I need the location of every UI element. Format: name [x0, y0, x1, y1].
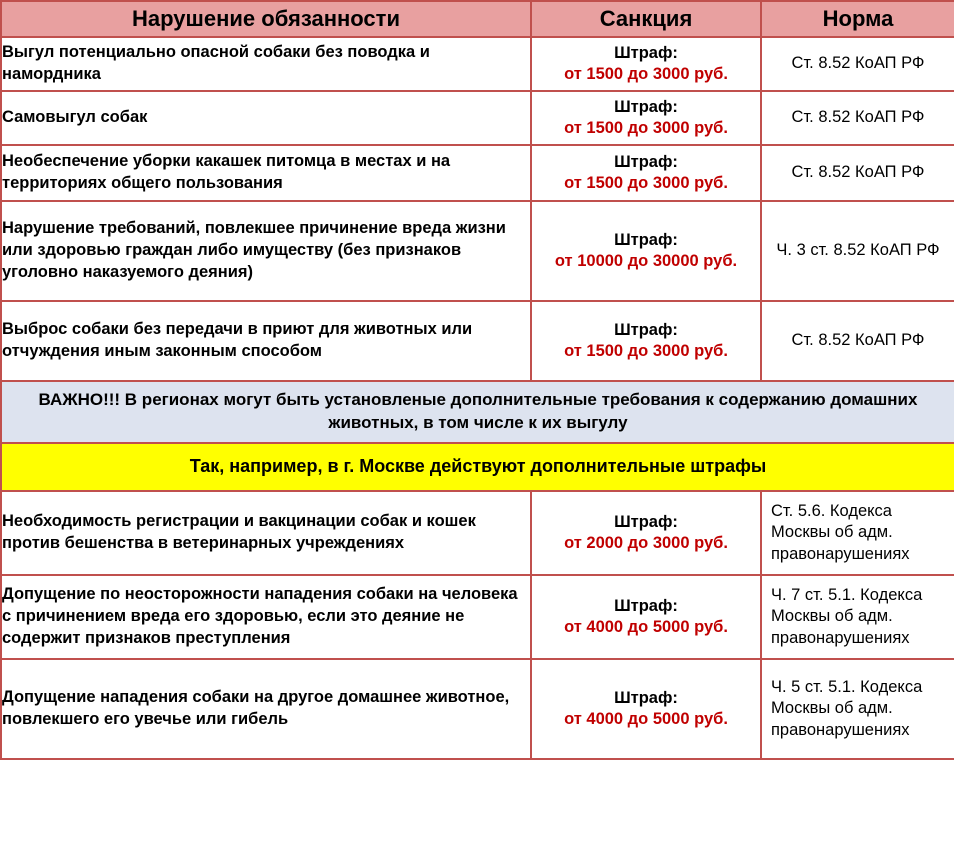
- sanction-cell: [531, 575, 761, 659]
- norm-cell: Ст. 8.52 КоАП РФ: [761, 37, 954, 91]
- column-header-violation: Нарушение обязанности: [1, 1, 531, 37]
- table-row: [1, 91, 954, 145]
- fine-amount: от 1500 до 3000 руб.: [564, 342, 728, 360]
- sanction-cell: [531, 37, 761, 91]
- fine-amount: от 1500 до 3000 руб.: [564, 174, 728, 192]
- fine-label: Штраф:: [614, 97, 678, 116]
- sanction-cell: [531, 91, 761, 145]
- violation-cell: Самовыгул собак: [1, 91, 531, 145]
- table-row: [1, 659, 954, 759]
- violation-cell: Выброс собаки без передачи в приют для животных или отчуждения иным законным способом: [1, 301, 531, 381]
- sanction-cell: [531, 491, 761, 575]
- important-banner-row: [1, 381, 954, 443]
- violation-cell: Выгул потенциально опасной собаки без поводка и намордника: [1, 37, 531, 91]
- norm-cell: Ч. 7 ст. 5.1. Кодекса Москвы об адм. правонарушениях: [761, 575, 954, 659]
- fine-label: Штраф:: [614, 688, 678, 707]
- table-header-row: [1, 1, 954, 37]
- column-header-norm: Норма: [761, 1, 954, 37]
- violation-cell: Допущение нападения собаки на другое домашнее животное, повлекшего его увечье или гибель: [1, 659, 531, 759]
- sanction-cell: [531, 201, 761, 301]
- fine-amount: от 4000 до 5000 руб.: [564, 618, 728, 636]
- moscow-banner-row: [1, 443, 954, 491]
- fine-amount: от 1500 до 3000 руб.: [564, 119, 728, 137]
- violation-cell: Необеспечение уборки какашек питомца в местах и на территориях общего пользования: [1, 145, 531, 201]
- table-row: [1, 37, 954, 91]
- table-row: [1, 491, 954, 575]
- sanction-cell: [531, 659, 761, 759]
- violation-cell: Необходимость регистрации и вакцинации собак и кошек против бешенства в ветеринарных учреждениях: [1, 491, 531, 575]
- norm-cell: Ч. 5 ст. 5.1. Кодекса Москвы об адм. правонарушениях: [761, 659, 954, 759]
- norm-cell: Ст. 8.52 КоАП РФ: [761, 145, 954, 201]
- table-row: [1, 575, 954, 659]
- fine-amount: от 2000 до 3000 руб.: [564, 534, 728, 552]
- table-row: [1, 201, 954, 301]
- norm-cell: Ст. 8.52 КоАП РФ: [761, 91, 954, 145]
- sanction-cell: [531, 301, 761, 381]
- norm-cell: Ст. 5.6. Кодекса Москвы об адм. правонарушениях: [761, 491, 954, 575]
- column-header-sanction: Санкция: [531, 1, 761, 37]
- fine-amount: от 10000 до 30000 руб.: [554, 252, 738, 270]
- moscow-banner: Так, например, в г. Москве действуют дополнительные штрафы: [1, 443, 954, 491]
- table-row: [1, 301, 954, 381]
- violation-cell: Допущение по неосторожности нападения собаки на человека с причинением вреда его здоровью, если это деяние не содержит признаков преступления: [1, 575, 531, 659]
- fine-amount: от 1500 до 3000 руб.: [564, 65, 728, 83]
- fine-amount: от 4000 до 5000 руб.: [564, 710, 728, 728]
- fine-label: Штраф:: [614, 512, 678, 531]
- fine-label: Штраф:: [614, 320, 678, 339]
- table-row: [1, 145, 954, 201]
- norm-cell: Ч. 3 ст. 8.52 КоАП РФ: [761, 201, 954, 301]
- fine-label: Штраф:: [614, 152, 678, 171]
- important-banner: ВАЖНО!!! В регионах могут быть установленые дополнительные требования к содержанию домашних животных, в том числе к их выгулу: [1, 381, 954, 443]
- violation-cell: Нарушение требований, повлекшее причинение вреда жизни или здоровью граждан либо имуществу (без признаков уголовно наказуемого деяния): [1, 201, 531, 301]
- norm-cell: Ст. 8.52 КоАП РФ: [761, 301, 954, 381]
- fine-label: Штраф:: [614, 43, 678, 62]
- fine-label: Штраф:: [614, 596, 678, 615]
- sanction-cell: [531, 145, 761, 201]
- fine-label: Штраф:: [614, 230, 678, 249]
